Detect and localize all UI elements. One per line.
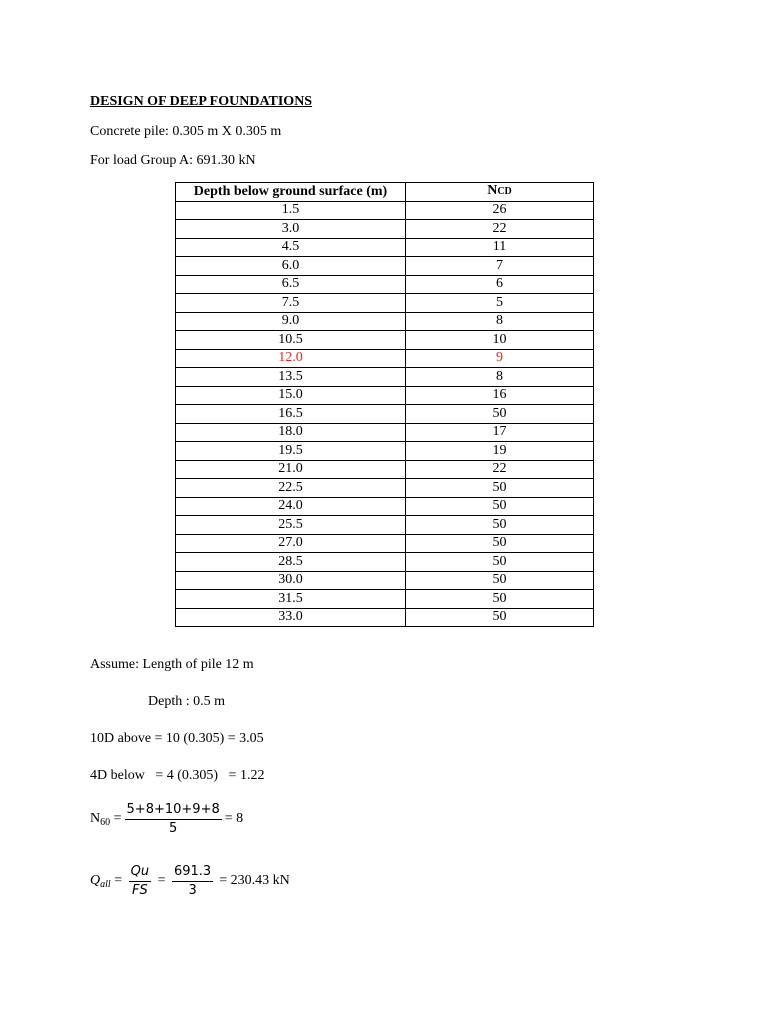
table-row [176,294,594,313]
table-row [176,349,594,368]
ncd-cell: 50 [406,590,594,609]
ncd-cell: 8 [406,368,594,387]
four-d-below: 4D below = 4 (0.305) = 1.22 [90,768,265,783]
table-row [176,368,594,387]
table-row [176,238,594,257]
depth-cell: 28.5 [176,553,406,572]
depth-value: Depth : 0.5 m [148,694,225,709]
load-group: For load Group A: 691.30 kN [90,153,256,168]
depth-cell: 7.5 [176,294,406,313]
ten-d-above: 10D above = 10 (0.305) = 3.05 [90,731,264,746]
table-row [176,201,594,220]
table-row [176,553,594,572]
load-fraction [172,864,213,898]
depth-cell: 18.0 [176,423,406,442]
ncd-cell: 7 [406,257,594,276]
depth-cell: 19.5 [176,442,406,461]
spt-table [175,182,594,627]
qall-result: = 230.43 kN [219,873,290,888]
load-denominator: 3 [188,883,197,898]
table-row [176,590,594,609]
ncd-header-sub: CD [497,186,512,198]
table-row [176,497,594,516]
depth-column-header: Depth below ground surface (m) [176,183,406,202]
depth-cell: 27.0 [176,534,406,553]
depth-cell: 30.0 [176,571,406,590]
depth-cell: 31.5 [176,590,406,609]
ncd-cell: 10 [406,331,594,350]
depth-cell: 21.0 [176,460,406,479]
n60-lhs [90,811,110,827]
table-row [176,312,594,331]
fs-denominator: FS [131,883,148,898]
ncd-cell: 11 [406,238,594,257]
pile-dimensions: Concrete pile: 0.305 m X 0.305 m [90,124,282,139]
ncd-cell: 17 [406,423,594,442]
table-row [176,275,594,294]
ncd-cell: 6 [406,275,594,294]
table-header-row [176,183,594,202]
ncd-cell: 19 [406,442,594,461]
ncd-column-header [406,183,594,202]
qall-equals-1: = [110,873,126,888]
n60-equation [90,802,243,836]
ncd-cell: 50 [406,405,594,424]
depth-cell: 13.5 [176,368,406,387]
table-row [176,516,594,535]
n60-fraction [125,802,222,836]
ncd-cell: 22 [406,460,594,479]
table-row [176,257,594,276]
assume-pile-length: Assume: Length of pile 12 m [90,657,254,672]
n60-numerator: 5+8+10+9+8 [125,802,222,820]
ncd-cell: 26 [406,201,594,220]
load-numerator: 691.3 [172,864,213,882]
ncd-cell: 16 [406,386,594,405]
ncd-cell: 50 [406,516,594,535]
table-row [176,405,594,424]
ncd-cell: 9 [406,349,594,368]
table-row [176,442,594,461]
n60-subscript: 60 [100,817,111,828]
document-title: DESIGN OF DEEP FOUNDATIONS [90,94,313,109]
ncd-cell: 50 [406,534,594,553]
depth-cell: 12.0 [176,349,406,368]
table-row [176,479,594,498]
ncd-cell: 50 [406,497,594,516]
depth-cell: 4.5 [176,238,406,257]
ncd-cell: 5 [406,294,594,313]
table-row [176,571,594,590]
table-row [176,423,594,442]
table-row [176,608,594,627]
ncd-header-main: N [487,183,498,199]
n60-result: = 8 [224,811,244,826]
n60-equals: = [110,811,122,826]
depth-cell: 15.0 [176,386,406,405]
depth-cell: 24.0 [176,497,406,516]
table-row [176,220,594,239]
depth-cell: 1.5 [176,201,406,220]
depth-cell: 10.5 [176,331,406,350]
qall-subscript: all [100,879,111,890]
depth-cell: 25.5 [176,516,406,535]
ncd-cell: 50 [406,608,594,627]
qall-equation [90,864,290,898]
depth-cell: 22.5 [176,479,406,498]
table-row [176,331,594,350]
table-row [176,386,594,405]
ncd-cell: 50 [406,553,594,572]
ncd-cell: 50 [406,479,594,498]
table-row [176,534,594,553]
ncd-cell: 22 [406,220,594,239]
ncd-cell: 8 [406,312,594,331]
depth-cell: 16.5 [176,405,406,424]
depth-cell: 9.0 [176,312,406,331]
qall-equals-2: = [154,873,169,888]
qu-fs-fraction [129,864,151,898]
n60-denominator: 5 [168,821,178,836]
qu-numerator: Qu [129,864,151,882]
ncd-cell: 50 [406,571,594,590]
depth-cell: 3.0 [176,220,406,239]
qall-lhs [90,873,111,889]
table-body [176,201,594,627]
depth-cell: 33.0 [176,608,406,627]
qall-symbol: Q [90,873,101,888]
depth-cell: 6.0 [176,257,406,276]
depth-cell: 6.5 [176,275,406,294]
n60-symbol: N [90,811,101,826]
table-row [176,460,594,479]
